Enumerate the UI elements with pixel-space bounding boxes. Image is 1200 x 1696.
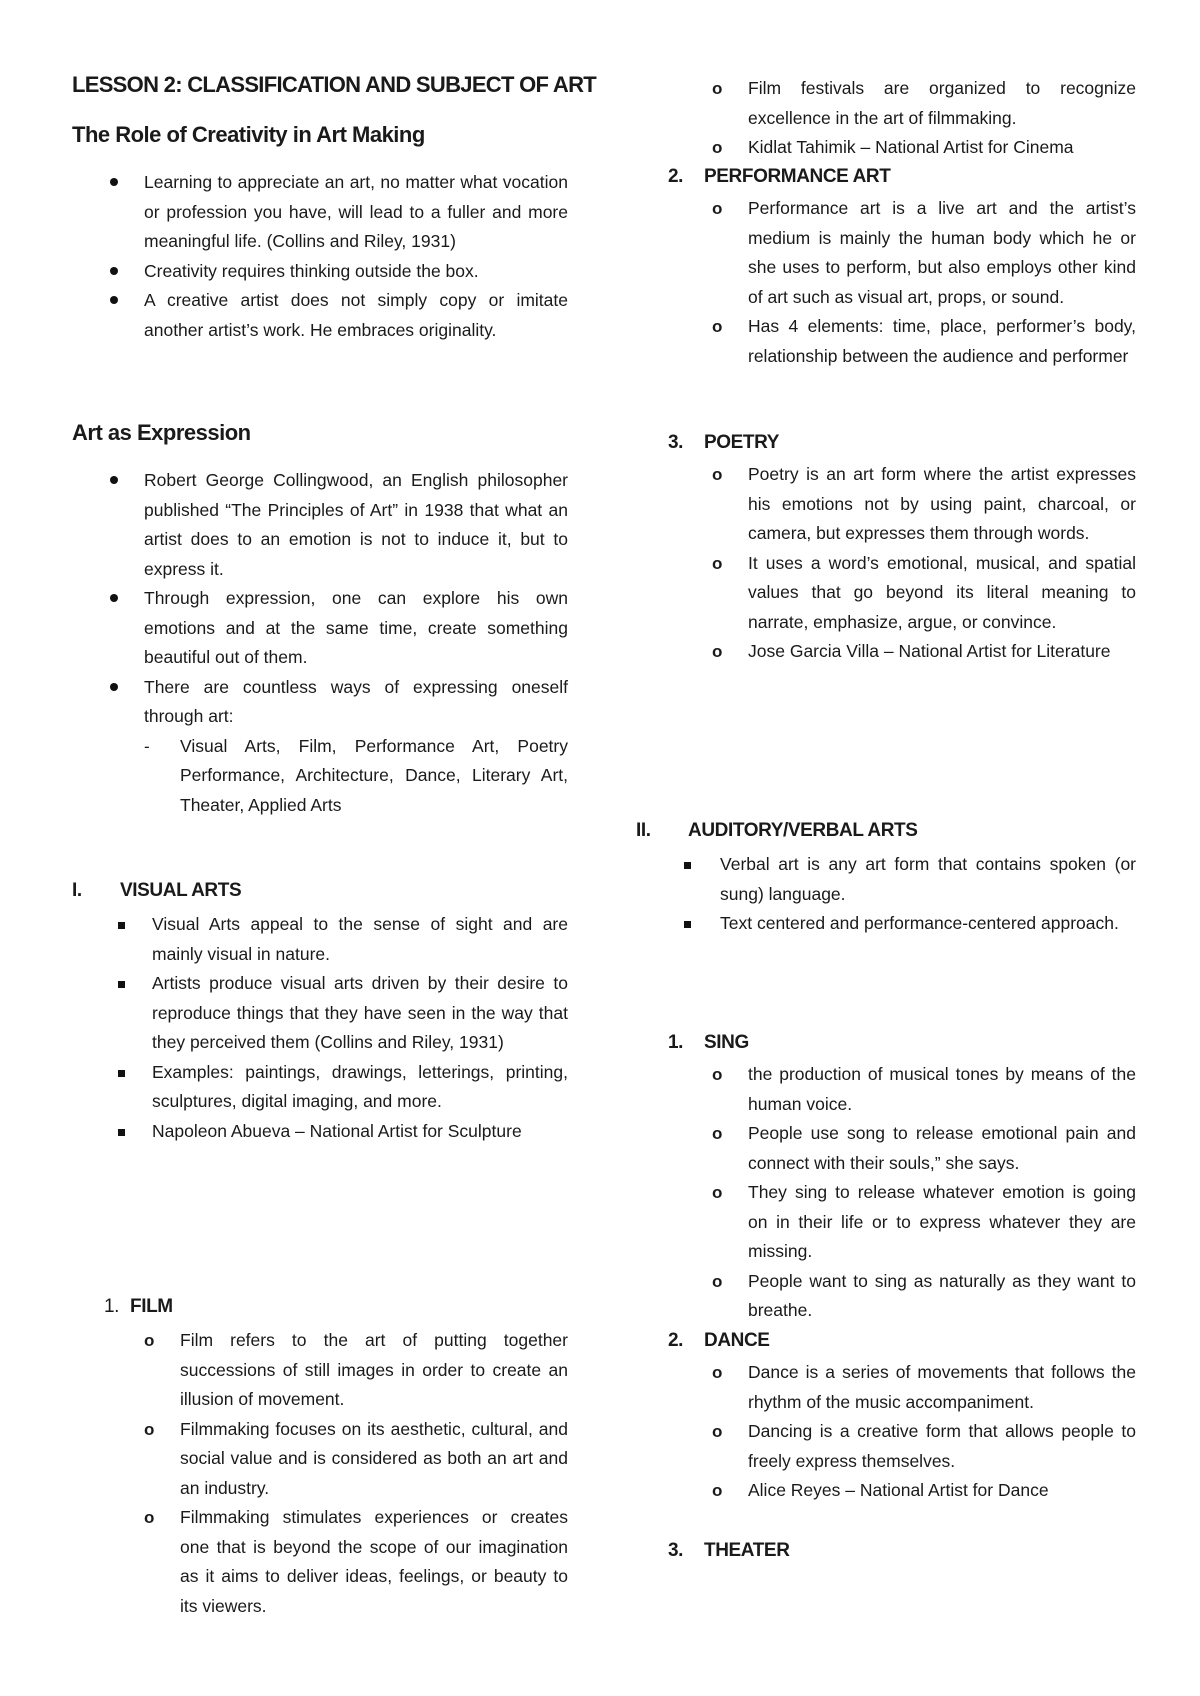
section-number: 2. — [668, 166, 684, 187]
circle-bullet-icon: o — [712, 1124, 723, 1143]
bullet-icon — [110, 683, 118, 691]
film-heading — [104, 1296, 173, 1318]
section-title: SING — [704, 1032, 749, 1053]
list-item: Visual Arts appeal to the sense of sight and are mainly visual in nature. — [72, 910, 568, 969]
performance-art-list — [636, 194, 1136, 371]
square-bullet-icon — [118, 1070, 125, 1077]
section-title: FILM — [130, 1296, 173, 1317]
list-item: o Jose Garcia Villa – National Artist for Literature — [636, 637, 1136, 667]
list-item: Learning to appreciate an art, no matter what vocation or profession you have, will lead to a fuller and more meaningful life. (Collins and Riley, 1931) — [72, 168, 568, 257]
list-item: o Kidlat Tahimik – National Artist for Cinema — [636, 133, 1136, 163]
circle-bullet-icon: o — [712, 317, 723, 336]
circle-bullet-icon: o — [712, 199, 723, 218]
square-bullet-icon — [684, 862, 691, 869]
circle-bullet-icon: o — [712, 1065, 723, 1084]
circle-bullet-icon: o — [144, 1419, 155, 1439]
list-item: o Poetry is an art form where the artist expresses his emotions not by using paint, charcoal, or camera, but expresses them through words. — [636, 460, 1136, 549]
expression-heading: Art as Expression — [72, 420, 251, 445]
circle-bullet-icon: o — [144, 1331, 155, 1350]
list-item: There are countless ways of expressing oneself through art: — [72, 673, 568, 732]
section-title: THEATER — [704, 1540, 790, 1561]
section-title: PERFORMANCE ART — [704, 166, 891, 187]
section-number: 1. — [104, 1296, 120, 1317]
list-item: o Filmmaking stimulates experiences or creates one that is beyond the scope of our imagination as it aims to deliver ideas, feelings, or beauty to its viewers. — [72, 1503, 568, 1621]
list-item: o People use song to release emotional pain and connect with their souls,” she says. — [636, 1119, 1136, 1178]
list-item: A creative artist does not simply copy or imitate another artist’s work. He embraces originality. — [72, 286, 568, 345]
list-item: Creativity requires thinking outside the box. — [72, 257, 568, 287]
list-item: o Film refers to the art of putting together successions of still images in order to create an illusion of movement. — [72, 1326, 568, 1415]
visual-arts-heading — [72, 880, 241, 902]
section-title: DANCE — [704, 1330, 770, 1351]
circle-bullet-icon: o — [712, 1422, 723, 1441]
list-item: Text centered and performance-centered approach. — [636, 909, 1136, 939]
performance-art-heading — [668, 166, 890, 188]
circle-bullet-icon: o — [712, 1183, 723, 1202]
visual-arts-list — [72, 910, 568, 1146]
sing-list — [636, 1060, 1136, 1326]
circle-bullet-icon: o — [712, 465, 723, 484]
section-number: 3. — [668, 432, 684, 453]
auditory-verbal-list — [636, 850, 1136, 939]
circle-bullet-icon: o — [712, 138, 723, 157]
role-list — [72, 168, 568, 345]
film-cont-list — [636, 74, 1136, 163]
circle-bullet-icon: o — [712, 79, 723, 98]
section-number: I. — [72, 880, 82, 901]
list-item: o They sing to release whatever emotion is going on in their life or to express whatever they are missing. — [636, 1178, 1136, 1267]
list-item: o Dance is a series of movements that follows the rhythm of the music accompaniment. — [636, 1358, 1136, 1417]
section-title: VISUAL ARTS — [120, 880, 242, 901]
theater-heading — [668, 1540, 790, 1562]
circle-bullet-icon: o — [712, 1481, 723, 1500]
circle-bullet-icon: o — [144, 1508, 155, 1527]
circle-bullet-icon: o — [712, 553, 723, 573]
list-item: Through expression, one can explore his own emotions and at the same time, create something beautiful out of them. — [72, 584, 568, 673]
poetry-list — [636, 460, 1136, 667]
list-item: o the production of musical tones by means of the human voice. — [636, 1060, 1136, 1119]
sing-heading — [668, 1032, 749, 1054]
list-item: o Dancing is a creative form that allows people to freely express themselves. — [636, 1417, 1136, 1476]
dance-heading — [668, 1330, 770, 1352]
section-number: II. — [636, 820, 651, 841]
square-bullet-icon — [118, 981, 125, 988]
list-item: o It uses a word’s emotional, musical, and spatial values that go beyond its literal meaning to narrate, emphasize, argue, or convince. — [636, 549, 1136, 638]
list-item: o Film festivals are organized to recognize excellence in the art of filmmaking. — [636, 74, 1136, 133]
list-item: o People want to sing as naturally as they want to breathe. — [636, 1267, 1136, 1326]
list-item: Artists produce visual arts driven by their desire to reproduce things that they have seen in the way that they perceived them (Collins and Riley, 1931) — [72, 969, 568, 1058]
poetry-heading — [668, 432, 779, 454]
list-item: Napoleon Abueva – National Artist for Sculpture — [72, 1117, 568, 1147]
bullet-icon — [110, 594, 118, 602]
sub-list-item: - Visual Arts, Film, Performance Art, Poetry Performance, Architecture, Dance, Literary Art, Theater, Applied Arts — [72, 732, 568, 821]
list-item: o Performance art is a live art and the artist’s medium is mainly the human body which he or she uses to perform, but also employs other kind of art such as visual art, props, or sound. — [636, 194, 1136, 312]
bullet-icon — [110, 178, 118, 186]
list-item: o Has 4 elements: time, place, performer’s body, relationship between the audience and performer — [636, 312, 1136, 371]
bullet-icon — [110, 296, 118, 304]
section-number: 2. — [668, 1330, 684, 1351]
lesson-title: LESSON 2: CLASSIFICATION AND SUBJECT OF ART — [72, 72, 596, 97]
square-bullet-icon — [118, 1129, 125, 1136]
section-number: 1. — [668, 1032, 684, 1053]
list-item: Robert George Collingwood, an English philosopher published “The Principles of Art” in 1938 that what an artist does to an emotion is not to induce it, but to express it. — [72, 466, 568, 584]
film-list — [72, 1326, 568, 1621]
dance-list — [636, 1358, 1136, 1506]
square-bullet-icon — [684, 921, 691, 928]
section-title: POETRY — [704, 432, 780, 453]
list-item: o Filmmaking focuses on its aesthetic, cultural, and social value and is considered as both an art and an industry. — [72, 1415, 568, 1504]
section-title: AUDITORY/VERBAL ARTS — [688, 820, 918, 841]
auditory-verbal-heading — [636, 820, 918, 842]
circle-bullet-icon: o — [712, 1271, 723, 1291]
section-number: 3. — [668, 1540, 684, 1561]
circle-bullet-icon: o — [712, 642, 723, 661]
bullet-icon — [110, 267, 118, 275]
dash-icon: - — [144, 736, 150, 756]
list-item: o Alice Reyes – National Artist for Dance — [636, 1476, 1136, 1506]
circle-bullet-icon: o — [712, 1363, 723, 1382]
bullet-icon — [110, 476, 118, 484]
square-bullet-icon — [118, 922, 125, 929]
list-item: Verbal art is any art form that contains spoken (or sung) language. — [636, 850, 1136, 909]
expression-list — [72, 466, 568, 820]
list-item: Examples: paintings, drawings, letterings, printing, sculptures, digital imaging, and more. — [72, 1058, 568, 1117]
role-heading: The Role of Creativity in Art Making — [72, 122, 425, 147]
